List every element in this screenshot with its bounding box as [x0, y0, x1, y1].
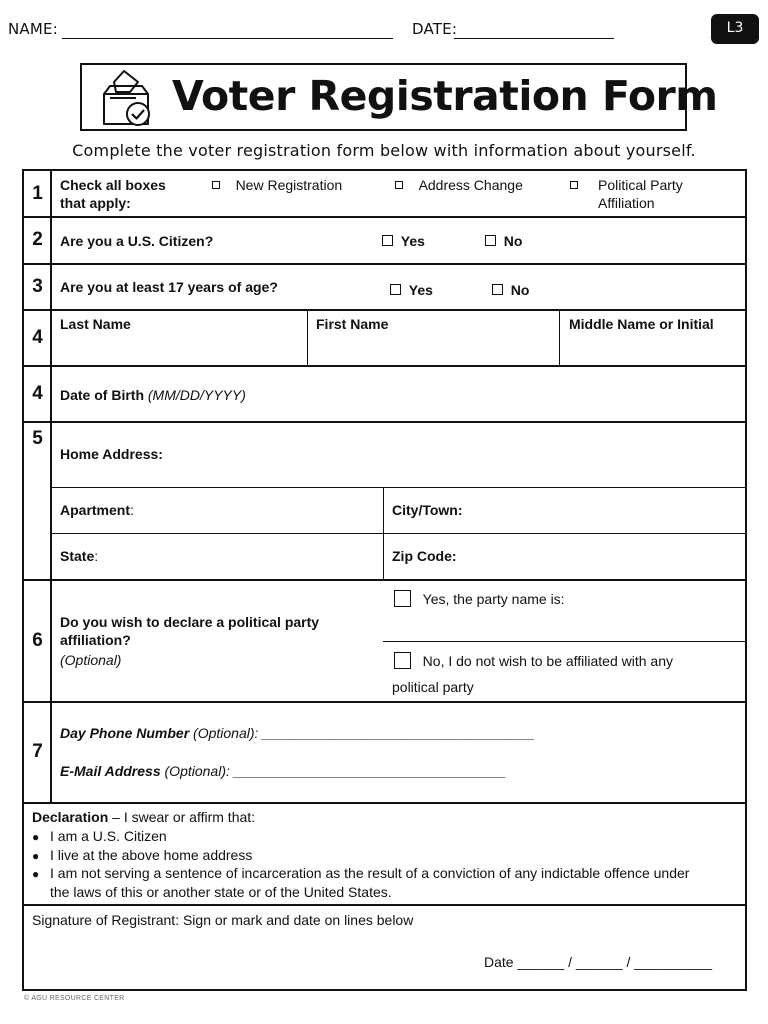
citizen-no-option[interactable]: No	[485, 232, 522, 250]
age-yes-option[interactable]: Yes	[390, 281, 433, 299]
last-name-label: Last Name	[60, 316, 131, 332]
declaration-item-2: I live at the above home address	[50, 847, 253, 863]
party-affiliation-option[interactable]	[570, 176, 578, 194]
party-question-line2: affiliation?	[60, 632, 131, 648]
new-registration-option[interactable]: New Registration	[212, 176, 342, 194]
party-affiliation-label-line2: Affiliation	[598, 195, 655, 211]
checkbox-icon[interactable]	[212, 181, 220, 189]
checkbox-icon[interactable]	[394, 652, 411, 669]
age-question: Are you at least 17 years of age?	[60, 279, 278, 295]
signature-date-line[interactable]: Date ______ / ______ / __________	[484, 954, 713, 970]
row-number-4b: 4	[32, 383, 43, 404]
checkbox-icon[interactable]	[395, 181, 403, 189]
row-number-5: 5	[32, 428, 43, 449]
party-question-line1: Do you wish to declare a political party	[60, 614, 320, 630]
age-no-option[interactable]: No	[492, 281, 529, 299]
page-subtitle: Complete the voter registration form below with information about yourself.	[72, 141, 696, 160]
row-number-2: 2	[32, 229, 43, 250]
citizen-yes-option[interactable]: Yes	[382, 232, 425, 250]
declaration-heading: Declaration – I swear or affirm that:	[32, 809, 256, 825]
date-line[interactable]	[454, 38, 614, 39]
row1-label-line1: Check all boxes	[60, 177, 166, 193]
checkbox-icon[interactable]	[394, 590, 411, 607]
checkbox-icon[interactable]	[570, 181, 578, 189]
row-number-1: 1	[32, 183, 43, 204]
checkbox-icon[interactable]	[485, 235, 496, 246]
ballot-box-icon	[96, 68, 156, 128]
bullet-icon: ●	[32, 849, 40, 863]
checkbox-icon[interactable]	[492, 284, 503, 295]
level-badge: L3	[711, 14, 759, 44]
home-address-label: Home Address:	[60, 446, 163, 462]
name-line[interactable]	[62, 38, 393, 39]
row-number-3: 3	[32, 276, 43, 297]
row-number-4: 4	[32, 327, 43, 348]
signature-label: Signature of Registrant: Sign or mark and date on lines below	[32, 912, 414, 928]
bullet-icon: ●	[32, 867, 40, 881]
registration-form	[22, 169, 747, 991]
party-optional-note: (Optional)	[60, 652, 122, 668]
date-label: DATE:	[412, 20, 458, 38]
title-box	[80, 63, 718, 131]
declaration-item-1: I am a U.S. Citizen	[50, 828, 167, 844]
dob-field[interactable]: Date of Birth (MM/DD/YYYY)	[60, 387, 246, 403]
party-affiliation-label-line1: Political Party	[598, 177, 683, 193]
page-title: Voter Registration Form	[172, 72, 718, 120]
copyright-footer: © AGU RESOURCE CENTER	[24, 995, 125, 1002]
checkbox-icon[interactable]	[382, 235, 393, 246]
email-field[interactable]: E-Mail Address (Optional): ___________________________________	[60, 763, 507, 779]
state-label: State:	[60, 548, 99, 564]
apartment-label: Apartment:	[60, 502, 134, 518]
phone-field[interactable]: Day Phone Number (Optional): ___________________________________	[60, 725, 535, 741]
citizen-question: Are you a U.S. Citizen?	[60, 233, 214, 249]
row1-label-line2: that apply:	[60, 195, 131, 211]
declaration-item-3: I am not serving a sentence of incarceration as the result of a conviction of any indictable offence under	[50, 865, 690, 881]
party-no-text-line2: political party	[392, 679, 474, 695]
city-label: City/Town:	[392, 502, 463, 518]
address-change-option[interactable]: Address Change	[395, 176, 523, 194]
party-no-option[interactable]: No, I do not wish to be affiliated with any	[394, 652, 673, 670]
zip-label: Zip Code:	[392, 548, 457, 564]
row-number-7: 7	[32, 741, 43, 762]
first-name-label: First Name	[316, 316, 389, 332]
middle-name-label: Middle Name or Initial	[569, 316, 714, 332]
declaration-item-3-cont: the laws of this or another state or of the United States.	[50, 884, 392, 900]
name-label: NAME:	[8, 20, 58, 38]
party-yes-option[interactable]: Yes, the party name is:	[394, 590, 565, 608]
row-number-6: 6	[32, 630, 43, 651]
checkbox-icon[interactable]	[390, 284, 401, 295]
bullet-icon: ●	[32, 830, 40, 844]
